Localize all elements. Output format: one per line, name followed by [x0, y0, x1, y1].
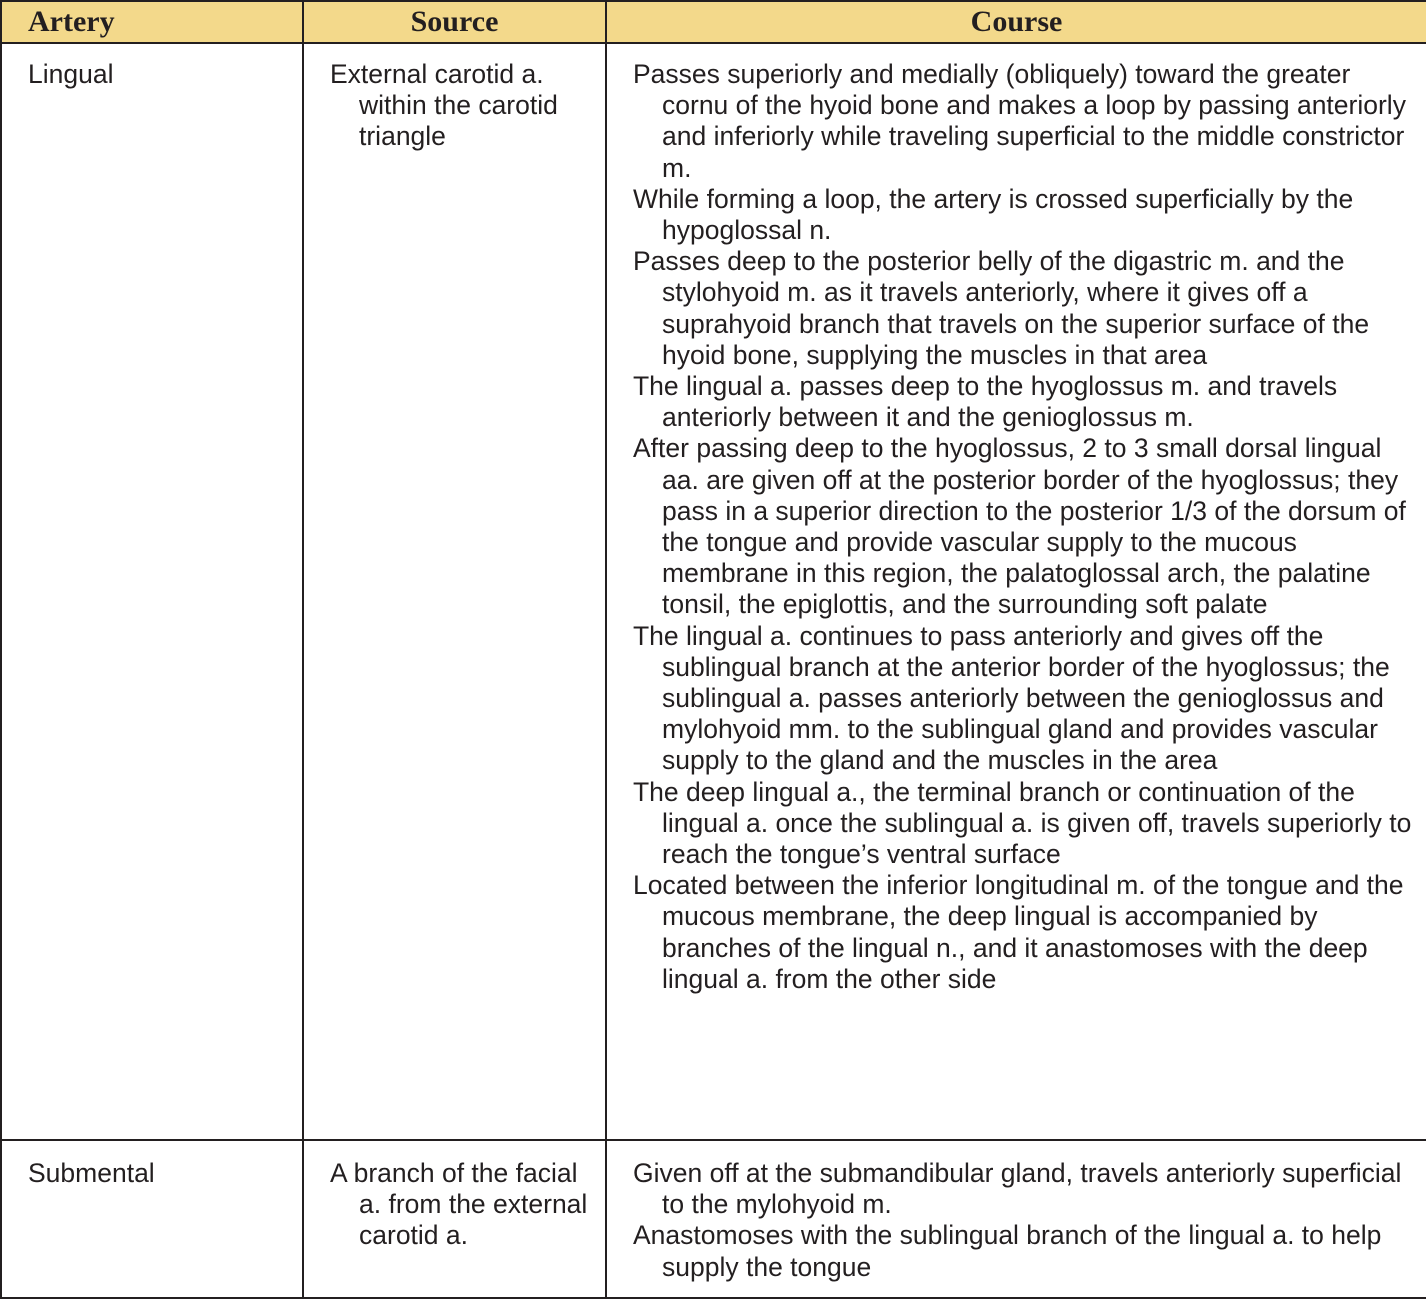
table-row-submental — [1, 1140, 1426, 1298]
artery-name: Submental — [28, 1158, 155, 1188]
source-text: A branch of the facial a. from the external carotid a. — [330, 1158, 588, 1251]
course-item: Passes deep to the posterior belly of the digastric m. and the stylohyoid m. as it travels anteriorly, where it gives off a suprahyoid branch that travels on the superior surface of the hyoid bone, supplying the muscles in that area — [633, 246, 1370, 370]
source-cell — [303, 43, 606, 1140]
header-row — [1, 1, 1426, 43]
course-item: While forming a loop, the artery is crossed superficially by the hypoglossal n. — [633, 183, 1354, 246]
course-item: Given off at the submandibular gland, travels anteriorly superficial to the mylohyoid m. — [633, 1158, 1402, 1220]
course-item: The lingual a. continues to pass anteriorly and gives off the sublingual branch at the anterior border of the hyoglossus; the sublingual a. passes anteriorly between the genioglossus and mylohyoid mm. to the sublingual gland and provides vascular supply to the gland and the muscles in the area — [633, 620, 1390, 776]
course-item: The lingual a. passes deep to the hyoglossus m. and travels anteriorly between it and the genioglossus m. — [633, 371, 1338, 433]
course-item: After passing deep to the hyoglossus, 2 to 3 small dorsal lingual aa. are given off at the posterior border of the hyoglossus; they pass in a superior direction to the posterior 1/3 of the dorsum of the tongue and provide vascular supply to the mucous membrane in this region, the palatoglossal arch, the palatine tonsil, the epiglottis, and the surrounding soft palate — [633, 433, 1406, 620]
artery-cell — [1, 1140, 303, 1298]
table-row-lingual — [1, 43, 1426, 1140]
course-item: Located between the inferior longitudinal m. of the tongue and the mucous membrane, the deep lingual is accompanied by branches of the lingual n., and it anastomoses with the deep lingual a. from the other side — [633, 870, 1404, 994]
header-source: Source — [303, 1, 606, 43]
course-cell — [606, 1140, 1426, 1298]
course-item: The deep lingual a., the terminal branch or continuation of the lingual a. once the sublingual a. is given off, travels superiorly to reach the tongue’s ventral surface — [633, 776, 1412, 870]
artery-name: Lingual — [28, 59, 114, 89]
source-text: External carotid a. within the carotid triangle — [330, 59, 558, 152]
header-artery: Artery — [1, 1, 303, 43]
course-item: Anastomoses with the sublingual branch of the lingual a. to help supply the tongue — [633, 1220, 1382, 1282]
header-course: Course — [606, 1, 1426, 43]
source-cell — [303, 1140, 606, 1298]
course-item: Passes superiorly and medially (obliquely) toward the greater cornu of the hyoid bone and makes a loop by passing anteriorly and inferiorly while traveling superficial to the middle constrictor m. — [633, 59, 1406, 183]
course-cell — [606, 43, 1426, 1140]
artery-cell — [1, 43, 303, 1140]
